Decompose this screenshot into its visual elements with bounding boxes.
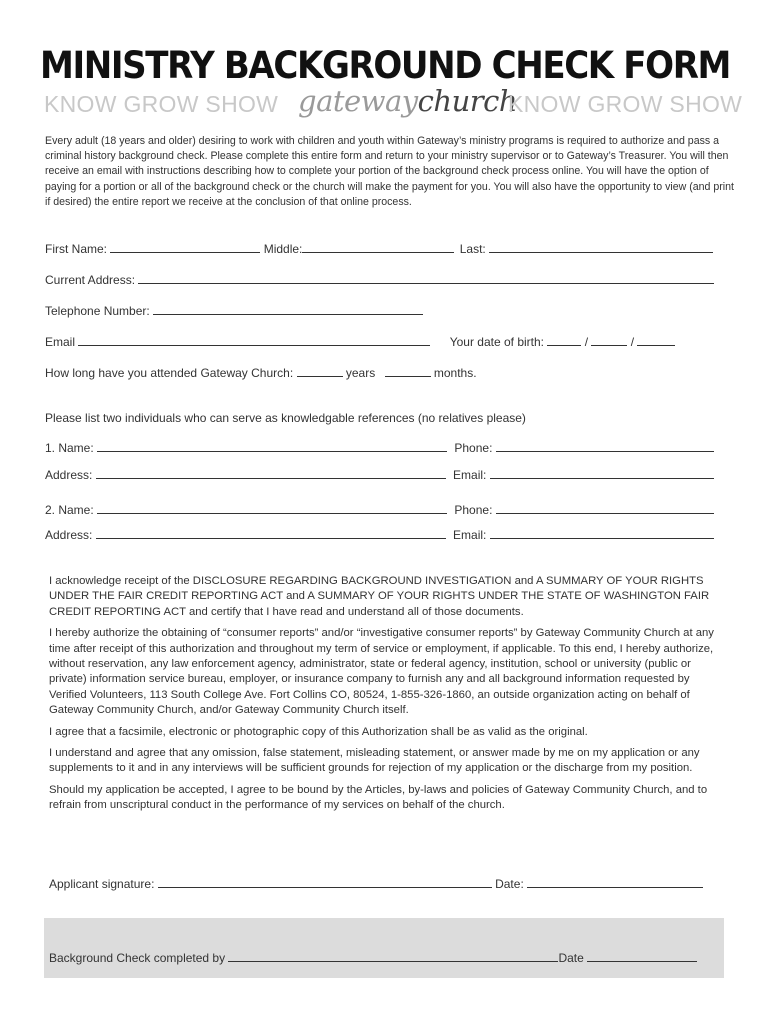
ref2-phone-label: Phone:	[454, 503, 493, 517]
current-address-field[interactable]	[138, 272, 714, 284]
months-field[interactable]	[385, 365, 431, 377]
ref1-email-label: Email:	[453, 468, 487, 482]
last-name-field[interactable]	[489, 241, 713, 253]
middle-name-field[interactable]	[302, 241, 454, 253]
tagline-left: KNOW GROW SHOW	[44, 91, 279, 117]
legal-section	[49, 574, 729, 820]
email-field[interactable]	[78, 334, 430, 346]
ref1-phone-label: Phone:	[454, 441, 493, 455]
ref1-address-label: Address:	[45, 468, 93, 482]
signature-row	[49, 876, 703, 891]
first-name-field[interactable]	[110, 241, 260, 253]
intro-paragraph: Every adult (18 years and older) desiring to work with children and youth within Gateway’s ministry programs is required to authorize and pass a criminal history background check. Please complete this entire form and return to your ministry supervisor or to Gateway’s Treasurer. You will then receive an email with instructions describing how to complete your portion of the background check process online. You will have the option of paying for a portion or all of the background check or the church will make the payment for you. You will also have the opportunity to view (and print if desired) the entire report we receive at the conclusion of that online process.	[45, 135, 734, 208]
last-label: Last:	[459, 242, 486, 256]
middle-label: Middle:	[263, 242, 303, 256]
first-name-label: First Name:	[45, 242, 108, 256]
logo-word-church: church	[417, 84, 518, 118]
name-row	[45, 241, 713, 256]
attended-label: How long have you attended Gateway Church:	[45, 366, 294, 380]
ref1-phone-field[interactable]	[496, 440, 714, 452]
ref2-email-label: Email:	[453, 528, 487, 542]
ref1-name-field[interactable]	[97, 440, 447, 452]
ref2-name-field[interactable]	[97, 502, 447, 514]
dob-year-field[interactable]	[637, 334, 675, 346]
authorization-paragraph: I hereby authorize the obtaining of “consumer reports” and/or “investigative consumer reports” by Gateway Community Church at any time after receipt of this authorization and throughout my term of service or employment, if applicable. To this end, I hereby authorize, without reservation, any law enforcement agency, administrator, state or federal agency, institution, school or university (public or private) information service bureau, employer, or insurance company to furnish any and all background information requested by Verified Volunteers, 113 South College Ave. Fort Collins CO, 80524, 1-855-326-1860, an outside organization acting on behalf of Gateway Community Church, and/or Gateway Community Church itself.	[49, 627, 714, 717]
office-date-label: Date	[558, 951, 584, 965]
reference-1-name-row	[45, 440, 714, 455]
signature-date-label: Date:	[495, 877, 524, 891]
signature-date-field[interactable]	[527, 876, 703, 888]
address-row	[45, 272, 714, 287]
completed-by-field[interactable]	[228, 950, 558, 962]
ref2-address-label: Address:	[45, 528, 93, 542]
form-title: MINISTRY BACKGROUND CHECK FORM	[39, 44, 731, 87]
telephone-row	[45, 303, 423, 318]
email-row	[45, 334, 675, 349]
ref2-phone-field[interactable]	[496, 502, 714, 514]
reference-1-address-row	[45, 467, 714, 482]
conduct-paragraph: Should my application be accepted, I agree to be bound by the Articles, by-laws and policies of Gateway Community Church, and to refrain from unscriptural conduct in the performance of my services on behalf of the church.	[49, 783, 708, 812]
tagline-right: KNOW GROW SHOW	[508, 91, 743, 117]
omission-paragraph: I understand and agree that any omission, false statement, misleading statement, or answer made by me on my application or any supplements to it and in any interviews will be sufficient grounds for rejection of my application or the discharge from my position.	[49, 747, 700, 775]
reference-2-name-row	[45, 502, 714, 517]
logo-word-gateway: gateway	[298, 84, 418, 118]
email-label: Email	[45, 335, 76, 349]
ref2-name-label: 2. Name:	[45, 503, 94, 517]
years-label: years	[345, 366, 376, 380]
ref1-address-field[interactable]	[96, 467, 446, 479]
telephone-field[interactable]	[153, 303, 423, 315]
dob-separator: /	[630, 335, 635, 349]
references-intro: Please list two individuals who can serve as knowledgable references (no relatives please)	[45, 411, 526, 425]
office-use-box	[44, 918, 724, 978]
completed-by-label: Background Check completed by	[49, 951, 226, 965]
dob-label: Your date of birth:	[449, 335, 544, 349]
dob-day-field[interactable]	[591, 334, 627, 346]
years-field[interactable]	[297, 365, 343, 377]
dob-separator: /	[584, 335, 589, 349]
facsimile-paragraph: I agree that a facsimile, electronic or photographic copy of this Authorization shall be as valid as the original.	[49, 725, 588, 738]
reference-2-address-row	[45, 527, 714, 542]
applicant-signature-label: Applicant signature:	[49, 877, 155, 891]
dob-month-field[interactable]	[547, 334, 581, 346]
telephone-label: Telephone Number:	[45, 304, 150, 318]
acknowledgement-paragraph: I acknowledge receipt of the DISCLOSURE REGARDING BACKGROUND INVESTIGATION and A SUMMARY OF YOUR RIGHTS UNDER THE FAIR CREDIT REPORTING ACT and A SUMMARY OF YOUR RIGHTS UNDER THE STATE OF WASHINGTON FAIR CREDIT REPORTING ACT and certify that I have read and understand all of those documents.	[49, 575, 710, 618]
completed-by-row	[49, 950, 697, 965]
current-address-label: Current Address:	[45, 273, 136, 287]
ref1-email-field[interactable]	[490, 467, 714, 479]
months-label: months.	[433, 366, 477, 380]
office-date-field[interactable]	[587, 950, 697, 962]
gateway-church-logo	[298, 84, 517, 118]
ref2-address-field[interactable]	[96, 527, 446, 539]
ref1-name-label: 1. Name:	[45, 441, 94, 455]
applicant-signature-field[interactable]	[158, 876, 492, 888]
ref2-email-field[interactable]	[490, 527, 714, 539]
attendance-row	[45, 365, 477, 380]
tagline-banner	[0, 84, 770, 122]
